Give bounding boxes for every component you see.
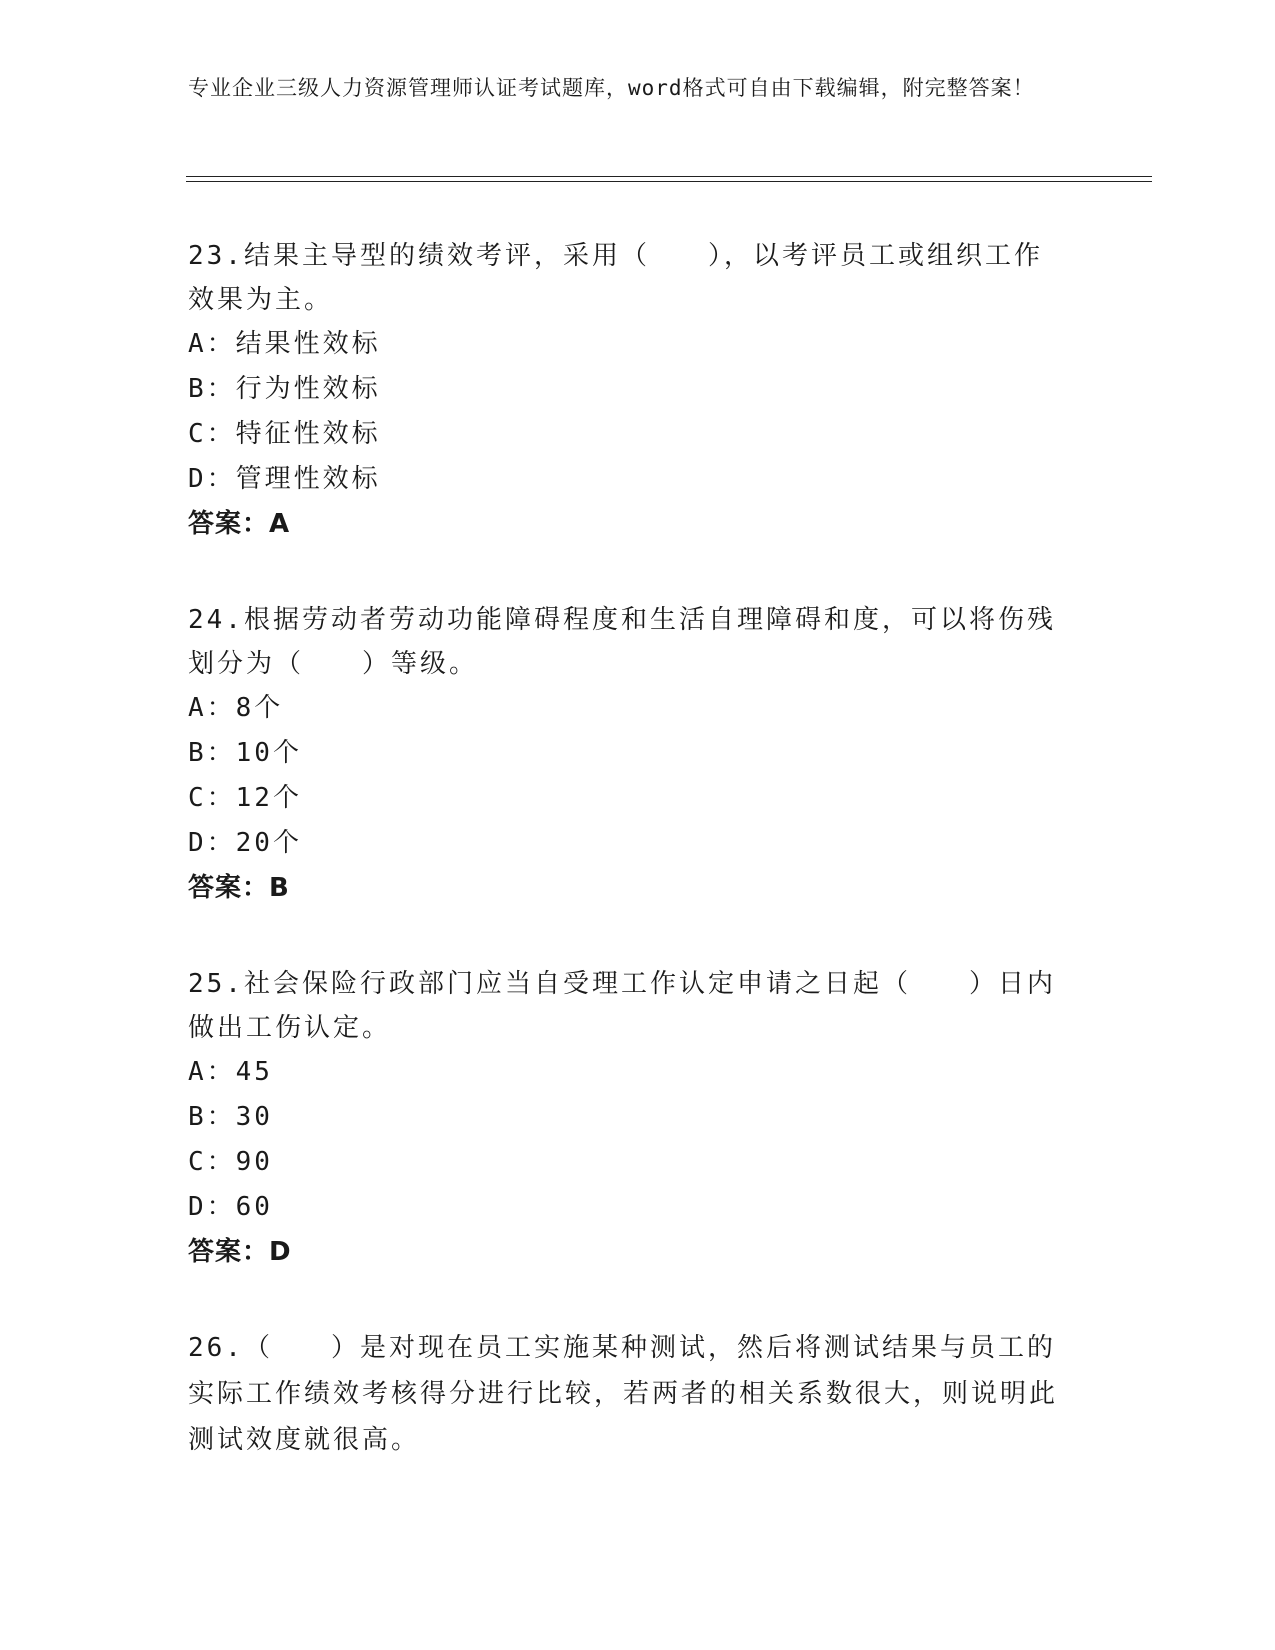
option-c: C：90 — [188, 1147, 273, 1177]
question-stem: 26.（ ）是对现在员工实施某种测试，然后将测试结果与员工的实际工作绩效考核得分进行比较，若两者的相关系数很大，则说明此测试效度就很高。 — [188, 1333, 1059, 1455]
option-b: B：30 — [188, 1102, 273, 1132]
question-24 — [188, 598, 1068, 911]
answer-line: 答案：A — [188, 509, 291, 539]
option-a: A：8个 — [188, 693, 284, 723]
answer-line: 答案：D — [188, 1237, 292, 1267]
document-header: 专业企业三级人力资源管理师认证考试题库，word格式可自由下载编辑，附完整答案！ — [188, 76, 1035, 100]
question-26 — [188, 1325, 1068, 1463]
question-stem: 23.结果主导型的绩效考评，采用（ ），以考评员工或组织工作效果为主。 — [188, 241, 1043, 315]
header-divider-bottom — [186, 181, 1152, 182]
option-c: C：12个 — [188, 783, 302, 813]
option-d: D：20个 — [188, 828, 302, 858]
answer-line: 答案：B — [188, 873, 290, 903]
option-c: C：特征性效标 — [188, 419, 381, 449]
option-b: B：行为性效标 — [188, 374, 381, 404]
option-d: D：60 — [188, 1192, 273, 1222]
question-25 — [188, 962, 1068, 1275]
question-stem: 25.社会保险行政部门应当自受理工作认定申请之日起（ ）日内做出工伤认定。 — [188, 969, 1056, 1043]
header-divider-top — [186, 176, 1152, 177]
option-d: D：管理性效标 — [188, 464, 381, 494]
question-stem: 24.根据劳动者劳动功能障碍程度和生活自理障碍和度，可以将伤残划分为（ ）等级。 — [188, 605, 1056, 679]
option-b: B：10个 — [188, 738, 302, 768]
question-23 — [188, 234, 1068, 547]
option-a: A：45 — [188, 1057, 273, 1087]
option-a: A：结果性效标 — [188, 329, 381, 359]
